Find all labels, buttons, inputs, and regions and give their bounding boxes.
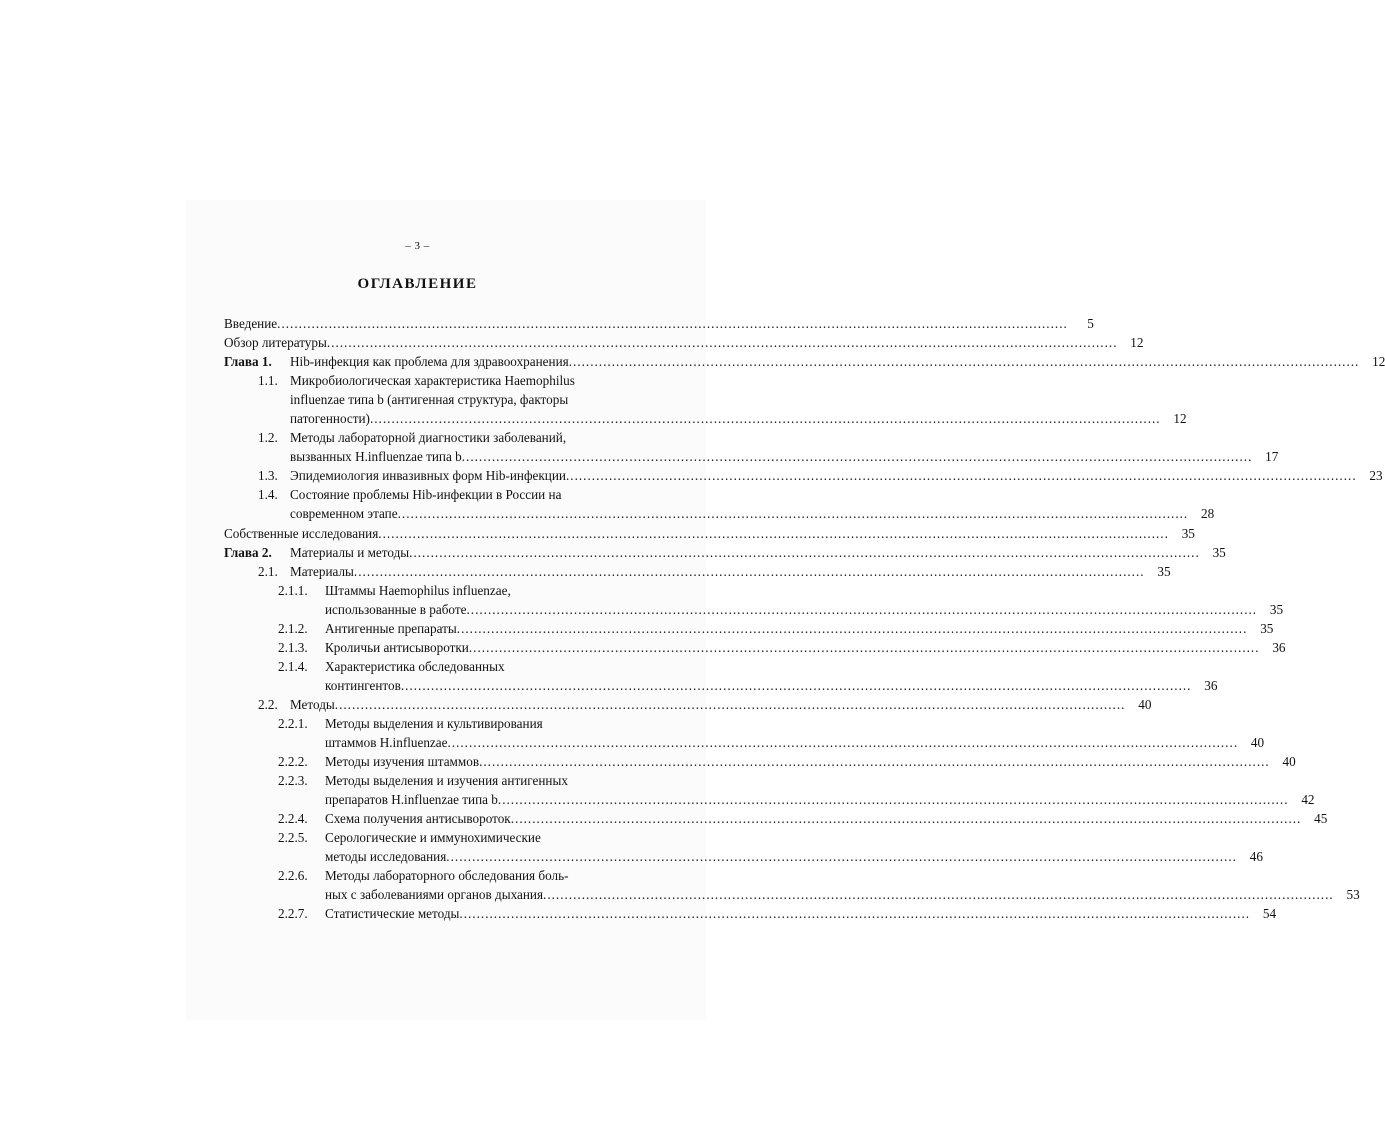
toc-entry <box>224 657 1218 695</box>
toc-entry-number: 1.1. <box>258 373 278 389</box>
toc-entry-number: 2.2. <box>258 696 278 712</box>
toc-entry-number: 2.2.4. <box>278 811 308 827</box>
toc-entry-page: 54 <box>1262 906 1277 922</box>
toc-entry <box>224 904 1277 923</box>
toc-entry <box>224 695 1152 714</box>
toc-entry-text: методы исследования <box>325 849 447 865</box>
toc-entry <box>224 485 1215 523</box>
toc-entry-text: использованные в работе <box>325 601 467 617</box>
toc-entry-text: Методы <box>290 696 335 712</box>
toc-entry-page: 40 <box>1282 754 1296 770</box>
toc-entry-page: 12 <box>1372 354 1385 370</box>
toc-entry-number: Глава 2. <box>224 544 272 560</box>
toc-entry <box>224 428 1279 466</box>
toc-entry-page: 46 <box>1249 849 1263 865</box>
leader-dots <box>498 790 1289 809</box>
toc-entry-text: Антигенные препараты <box>325 620 457 636</box>
toc-entry-number: 1.2. <box>258 430 278 446</box>
toc-entry <box>224 524 1195 543</box>
toc-entry-number: 2.2.5. <box>278 830 308 846</box>
toc-entry-page: 40 <box>1250 735 1265 751</box>
toc-entry-text: Схема получения антисывороток <box>325 811 511 827</box>
toc-entry-page: 45 <box>1314 811 1328 827</box>
toc-entry-text: современном этапе <box>290 506 398 522</box>
leader-dots <box>277 314 1068 333</box>
leader-dots <box>447 733 1238 752</box>
toc-entry-text: ных с заболеваниями органов дыхания <box>325 887 544 903</box>
toc-entry <box>224 866 1360 904</box>
toc-entry-page: 28 <box>1201 506 1215 522</box>
toc-entry-text: Обзор литературы <box>224 335 327 351</box>
toc-entry-page: 12 <box>1173 411 1187 427</box>
toc-entry-page: 42 <box>1301 792 1315 808</box>
leader-dots <box>566 466 1357 485</box>
toc-entry-number: 2.1.4. <box>278 658 308 674</box>
toc-entry-number: 2.2.1. <box>278 715 308 731</box>
toc-entry-text: Микробиологическая характеристика Haemophilus <box>290 373 575 389</box>
toc-entry <box>224 809 1328 828</box>
toc-entry <box>224 771 1315 809</box>
toc-entry-page: 17 <box>1265 449 1279 465</box>
toc-entry-page: 36 <box>1204 677 1218 693</box>
toc-entry-number: 2.1.2. <box>278 620 308 636</box>
leader-dots <box>466 600 1257 619</box>
toc-entry-page: 40 <box>1138 696 1152 712</box>
toc-entry <box>224 371 1187 428</box>
toc-entry-chapter <box>224 352 1385 371</box>
toc-entry-page: 35 <box>1157 563 1171 579</box>
toc-entry-text: штаммов H.influenzae <box>325 735 448 751</box>
toc-entry-text: Методы изучения штаммов <box>325 754 480 770</box>
toc-entry-text: Методы лабораторной диагностики заболеваний, <box>290 430 567 446</box>
table-of-contents <box>224 314 1385 924</box>
toc-entry <box>224 314 1094 333</box>
toc-entry-number: 2.2.3. <box>278 773 308 789</box>
toc-entry-page: 5 <box>1087 316 1094 331</box>
toc-entry-text: Hib-инфекция как проблема для здравоохранения <box>290 354 569 370</box>
toc-entry-text: препаратов H.influenzae типа b <box>325 792 498 808</box>
toc-entry-text: Штаммы Haemophilus influenzae, <box>325 582 511 598</box>
toc-entry <box>224 714 1265 752</box>
toc-entry-number: 2.1.1. <box>278 582 308 598</box>
toc-entry-text: Методы выделения и изучения антигенных <box>325 773 568 789</box>
leader-dots <box>457 619 1248 638</box>
toc-entry-page: 35 <box>1212 544 1226 560</box>
leader-dots <box>569 352 1360 371</box>
toc-entry <box>224 333 1144 352</box>
leader-dots <box>401 676 1192 695</box>
toc-entry-page: 23 <box>1369 468 1383 484</box>
toc-entry-number: 2.1.3. <box>278 639 308 655</box>
toc-entry-number: 2.2.7. <box>278 906 308 922</box>
toc-entry-number: 2.1. <box>258 563 278 579</box>
toc-entry <box>224 581 1284 619</box>
toc-entry-number: 1.4. <box>258 487 278 503</box>
toc-entry <box>224 752 1296 771</box>
toc-entry-text: патогенности) <box>290 411 370 427</box>
toc-entry-page: 36 <box>1272 639 1286 655</box>
toc-entry <box>224 828 1263 866</box>
toc-entry-text: Методы лабораторного обследования боль- <box>325 868 569 884</box>
toc-entry-text: Кроличьи антисыворотки <box>325 639 469 655</box>
page-number: – 3 – <box>405 240 430 252</box>
toc-entry-page: 35 <box>1260 620 1274 636</box>
toc-entry-number: Глава 1. <box>224 354 272 370</box>
leader-dots <box>462 447 1253 466</box>
leader-dots <box>327 333 1118 352</box>
toc-entry-number: 2.2.2. <box>278 754 308 770</box>
leader-dots <box>354 562 1145 581</box>
leader-dots <box>398 504 1189 523</box>
toc-entry-text: контингентов <box>325 677 401 693</box>
toc-entry-page: 12 <box>1130 335 1144 351</box>
toc-entry-text: Введение <box>224 316 278 331</box>
toc-entry-number: 1.3. <box>258 468 278 484</box>
toc-entry-text: Серологические и иммунохимические <box>325 830 541 846</box>
toc-entry-text: вызванных H.influenzae типа b <box>290 449 462 465</box>
leader-dots <box>543 885 1334 904</box>
toc-entry-number: 2.2.6. <box>278 868 308 884</box>
toc-entry-text: Материалы и методы <box>290 544 410 560</box>
leader-dots <box>409 543 1200 562</box>
page-title: ОГЛАВЛЕНИЕ <box>357 276 478 292</box>
leader-dots <box>459 904 1250 923</box>
toc-entry <box>224 638 1286 657</box>
toc-entry-text: influenzae типа b (антигенная структура, факторы <box>290 392 569 408</box>
toc-entry-text: Характеристика обследованных <box>325 658 505 674</box>
toc-entry-text: Эпидемиология инвазивных форм Hib-инфекции <box>290 468 566 484</box>
toc-entry <box>224 619 1274 638</box>
leader-dots <box>469 638 1260 657</box>
toc-entry-text: Методы выделения и культивирования <box>325 715 543 731</box>
toc-entry-text: Собственные исследования <box>224 525 379 541</box>
leader-dots <box>335 695 1126 714</box>
leader-dots <box>479 752 1270 771</box>
toc-entry-chapter <box>224 543 1226 562</box>
leader-dots <box>446 847 1237 866</box>
toc-entry-text: Материалы <box>290 563 354 579</box>
leader-dots <box>511 809 1302 828</box>
toc-entry-text: Состояние проблемы Hib-инфекции в России на <box>290 487 562 503</box>
toc-entry-page: 35 <box>1181 525 1195 541</box>
toc-entry-text: Статистические методы <box>325 906 460 922</box>
toc-entry <box>224 562 1171 581</box>
toc-entry <box>224 466 1383 485</box>
toc-entry-page: 53 <box>1346 887 1360 903</box>
toc-entry-page: 35 <box>1269 601 1284 617</box>
leader-dots <box>370 409 1161 428</box>
leader-dots <box>378 524 1169 543</box>
